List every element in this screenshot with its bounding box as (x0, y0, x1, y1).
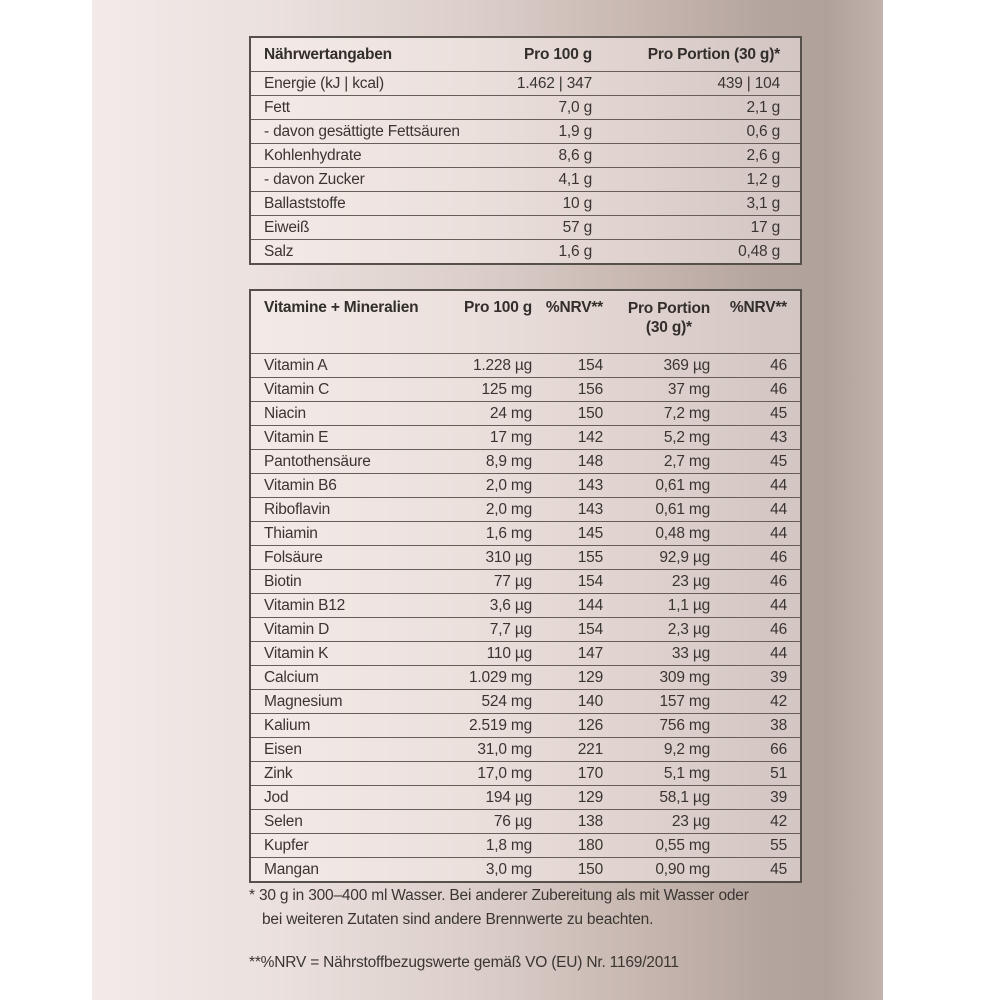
vitamin-label: Vitamin A (250, 354, 440, 378)
nrv-portion-value: 44 (716, 522, 801, 546)
per-100g-value: 1,6 mg (440, 522, 534, 546)
nrv-100g-value: 154 (534, 354, 607, 378)
per-100g-value: 2,0 mg (440, 474, 534, 498)
nutrition-header-per-portion: Pro Portion (30 g)* (594, 37, 801, 72)
nrv-100g-value: 150 (534, 402, 607, 426)
nrv-100g-value: 180 (534, 834, 607, 858)
nrv-100g-value: 143 (534, 498, 607, 522)
per-portion-value: 2,6 g (594, 144, 801, 168)
per-portion-value: 2,3 µg (607, 618, 716, 642)
nutrition-row (250, 216, 801, 240)
vitamin-row (250, 738, 801, 762)
nrv-portion-value: 45 (716, 402, 801, 426)
vitamin-row (250, 450, 801, 474)
preparation-footnote-line2: bei weiteren Zutaten sind andere Brennwerte zu beachten. (262, 911, 654, 928)
nrv-100g-value: 156 (534, 378, 607, 402)
vitamin-label: Vitamin C (250, 378, 440, 402)
nrv-portion-value: 44 (716, 594, 801, 618)
nrv-100g-value: 170 (534, 762, 607, 786)
per-100g-value: 524 mg (440, 690, 534, 714)
per-100g-value: 2.519 mg (440, 714, 534, 738)
vitamin-row (250, 594, 801, 618)
nutrition-row (250, 120, 801, 144)
per-100g-value: 4,1 g (490, 168, 594, 192)
per-portion-header-line2: (30 g)* (645, 319, 692, 336)
per-100g-value: 10 g (490, 192, 594, 216)
per-portion-value: 369 µg (607, 354, 716, 378)
vitamin-label: Jod (250, 786, 440, 810)
nutrition-row (250, 72, 801, 96)
per-portion-value: 92,9 µg (607, 546, 716, 570)
vitamin-label: Kupfer (250, 834, 440, 858)
per-100g-value: 31,0 mg (440, 738, 534, 762)
nrv-portion-value: 46 (716, 570, 801, 594)
nutrient-label: Salz (250, 240, 490, 265)
vitamin-row (250, 498, 801, 522)
vitamin-row (250, 522, 801, 546)
nutrition-header-row (250, 37, 801, 72)
vitamin-label: Zink (250, 762, 440, 786)
vitamins-header-name: Vitamine + Mineralien (250, 290, 440, 354)
vitamin-label: Thiamin (250, 522, 440, 546)
vitamin-row (250, 858, 801, 883)
vitamin-row (250, 402, 801, 426)
nrv-portion-value: 44 (716, 474, 801, 498)
per-portion-value: 0,61 mg (607, 474, 716, 498)
per-portion-value: 3,1 g (594, 192, 801, 216)
vitamin-label: Vitamin E (250, 426, 440, 450)
per-100g-value: 8,9 mg (440, 450, 534, 474)
nutrition-facts-table (249, 36, 802, 265)
nrv-100g-value: 155 (534, 546, 607, 570)
nrv-100g-value: 144 (534, 594, 607, 618)
nrv-100g-value: 138 (534, 810, 607, 834)
nrv-100g-value: 143 (534, 474, 607, 498)
per-100g-value: 2,0 mg (440, 498, 534, 522)
vitamin-row (250, 378, 801, 402)
vitamin-label: Folsäure (250, 546, 440, 570)
nrv-portion-value: 42 (716, 690, 801, 714)
per-100g-value: 8,6 g (490, 144, 594, 168)
per-100g-value: 17 mg (440, 426, 534, 450)
per-portion-value: 5,1 mg (607, 762, 716, 786)
nutrition-row (250, 240, 801, 265)
per-100g-value: 110 µg (440, 642, 534, 666)
vitamin-row (250, 690, 801, 714)
vitamins-header-row (250, 290, 801, 354)
vitamin-label: Eisen (250, 738, 440, 762)
nrv-portion-value: 42 (716, 810, 801, 834)
nrv-portion-value: 46 (716, 546, 801, 570)
vitamin-row (250, 570, 801, 594)
vitamin-row (250, 762, 801, 786)
per-portion-value: 17 g (594, 216, 801, 240)
per-100g-value: 3,0 mg (440, 858, 534, 883)
nrv-100g-value: 148 (534, 450, 607, 474)
vitamin-row (250, 810, 801, 834)
vitamin-label: Calcium (250, 666, 440, 690)
per-100g-value: 57 g (490, 216, 594, 240)
nrv-definition-footnote: **%NRV = Nährstoffbezugswerte gemäß VO (EU) Nr. 1169/2011 (249, 954, 679, 971)
nutrient-label: Eiweiß (250, 216, 490, 240)
nrv-100g-value: 140 (534, 690, 607, 714)
nutrition-row (250, 96, 801, 120)
nutrition-row (250, 144, 801, 168)
per-100g-value: 1.462 | 347 (490, 72, 594, 96)
per-portion-value: 0,55 mg (607, 834, 716, 858)
vitamin-label: Mangan (250, 858, 440, 883)
per-100g-value: 1.228 µg (440, 354, 534, 378)
per-portion-value: 157 mg (607, 690, 716, 714)
per-portion-value: 0,48 g (594, 240, 801, 265)
nrv-portion-value: 46 (716, 378, 801, 402)
vitamins-header-per-portion (607, 290, 716, 354)
nutrient-label: - davon gesättigte Fettsäuren (250, 120, 490, 144)
per-100g-value: 1,8 mg (440, 834, 534, 858)
nrv-portion-value: 45 (716, 858, 801, 883)
per-portion-two-line-header (628, 299, 710, 337)
vitamin-label: Pantothensäure (250, 450, 440, 474)
nrv-100g-value: 150 (534, 858, 607, 883)
per-100g-value: 24 mg (440, 402, 534, 426)
footnote-asterisk: * (249, 887, 259, 904)
vitamin-row (250, 426, 801, 450)
nrv-portion-value: 38 (716, 714, 801, 738)
nrv-portion-value: 39 (716, 786, 801, 810)
per-portion-value: 23 µg (607, 570, 716, 594)
vitamin-label: Riboflavin (250, 498, 440, 522)
nrv-100g-value: 142 (534, 426, 607, 450)
nrv-portion-value: 45 (716, 450, 801, 474)
vitamin-label: Magnesium (250, 690, 440, 714)
nrv-100g-value: 129 (534, 786, 607, 810)
nrv-100g-value: 154 (534, 618, 607, 642)
vitamin-label: Selen (250, 810, 440, 834)
nutrition-header-per100g: Pro 100 g (490, 37, 594, 72)
per-100g-value: 1.029 mg (440, 666, 534, 690)
per-100g-value: 1,9 g (490, 120, 594, 144)
nrv-portion-value: 43 (716, 426, 801, 450)
nrv-100g-value: 147 (534, 642, 607, 666)
preparation-footnote (249, 884, 862, 932)
nrv-portion-value: 66 (716, 738, 801, 762)
nrv-portion-value: 44 (716, 498, 801, 522)
vitamin-row (250, 714, 801, 738)
per-100g-value: 7,7 µg (440, 618, 534, 642)
per-portion-value: 5,2 mg (607, 426, 716, 450)
vitamin-row (250, 642, 801, 666)
per-portion-value: 756 mg (607, 714, 716, 738)
nutrition-row (250, 168, 801, 192)
nutrient-label: Kohlenhydrate (250, 144, 490, 168)
per-portion-value: 58,1 µg (607, 786, 716, 810)
per-100g-value: 125 mg (440, 378, 534, 402)
preparation-footnote-line1: 30 g in 300–400 ml Wasser. Bei anderer Zubereitung als mit Wasser oder (258, 887, 749, 904)
per-portion-value: 33 µg (607, 642, 716, 666)
per-portion-value: 309 mg (607, 666, 716, 690)
vitamins-minerals-table (249, 289, 802, 883)
nrv-portion-value: 39 (716, 666, 801, 690)
per-100g-value: 1,6 g (490, 240, 594, 265)
vitamins-header-per100g: Pro 100 g (440, 290, 534, 354)
per-portion-value: 439 | 104 (594, 72, 801, 96)
per-portion-value: 23 µg (607, 810, 716, 834)
nrv-100g-value: 145 (534, 522, 607, 546)
per-100g-value: 3,6 µg (440, 594, 534, 618)
per-portion-value: 37 mg (607, 378, 716, 402)
per-portion-header-line1: Pro Portion (627, 300, 710, 317)
per-100g-value: 17,0 mg (440, 762, 534, 786)
per-100g-value: 77 µg (440, 570, 534, 594)
nutrient-label: Fett (250, 96, 490, 120)
nutrient-label: Ballaststoffe (250, 192, 490, 216)
per-portion-value: 7,2 mg (607, 402, 716, 426)
per-portion-value: 1,1 µg (607, 594, 716, 618)
vitamin-row (250, 834, 801, 858)
vitamin-row (250, 474, 801, 498)
vitamin-label: Biotin (250, 570, 440, 594)
nrv-portion-value: 46 (716, 618, 801, 642)
vitamins-header-nrv-portion: %NRV** (716, 290, 801, 354)
nrv-portion-value: 51 (716, 762, 801, 786)
per-100g-value: 7,0 g (490, 96, 594, 120)
nrv-100g-value: 129 (534, 666, 607, 690)
nutrient-label: - davon Zucker (250, 168, 490, 192)
per-portion-value: 0,61 mg (607, 498, 716, 522)
nutrition-row (250, 192, 801, 216)
vitamin-row (250, 354, 801, 378)
vitamin-label: Vitamin D (250, 618, 440, 642)
label-background (92, 0, 883, 1000)
nrv-100g-value: 126 (534, 714, 607, 738)
per-100g-value: 76 µg (440, 810, 534, 834)
nrv-100g-value: 221 (534, 738, 607, 762)
per-portion-value: 1,2 g (594, 168, 801, 192)
vitamin-row (250, 618, 801, 642)
per-portion-value: 2,7 mg (607, 450, 716, 474)
vitamin-label: Kalium (250, 714, 440, 738)
nrv-portion-value: 46 (716, 354, 801, 378)
per-100g-value: 194 µg (440, 786, 534, 810)
nutrient-label: Energie (kJ | kcal) (250, 72, 490, 96)
vitamins-header-nrv-100g: %NRV** (534, 290, 607, 354)
per-portion-value: 0,48 mg (607, 522, 716, 546)
per-portion-value: 0,90 mg (607, 858, 716, 883)
per-portion-value: 9,2 mg (607, 738, 716, 762)
vitamin-label: Niacin (250, 402, 440, 426)
nrv-100g-value: 154 (534, 570, 607, 594)
per-100g-value: 310 µg (440, 546, 534, 570)
nutrition-header-name: Nährwertangaben (250, 37, 490, 72)
vitamin-label: Vitamin K (250, 642, 440, 666)
vitamin-row (250, 786, 801, 810)
vitamin-row (250, 666, 801, 690)
nrv-portion-value: 44 (716, 642, 801, 666)
vitamin-label: Vitamin B6 (250, 474, 440, 498)
per-portion-value: 2,1 g (594, 96, 801, 120)
vitamin-row (250, 546, 801, 570)
vitamin-label: Vitamin B12 (250, 594, 440, 618)
per-portion-value: 0,6 g (594, 120, 801, 144)
nrv-portion-value: 55 (716, 834, 801, 858)
